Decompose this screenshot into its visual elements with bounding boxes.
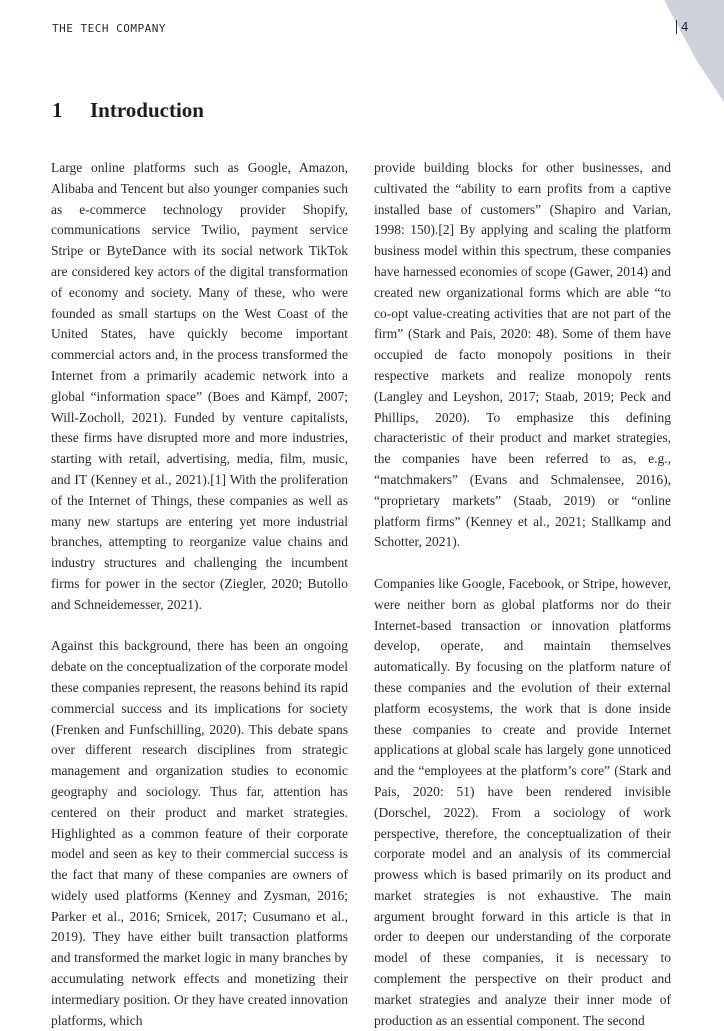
right-column [374, 158, 671, 1031]
section-title: Introduction [90, 98, 204, 122]
section-number: 1 [52, 98, 63, 122]
paragraph: Large online platforms such as Google, Amazon, Alibaba and Tencent but also younger companies such as e-commerce technology provider Shopify, communications service Twilio, payment service Stripe or ByteDance with its social network TikTok are considered key actors of the digital transformation of economy and society. Many of these, who were founded as small startups on the West Coast of the United States, have quickly become important commercial actors and, in the process transformed the Internet from a primarily academic network into a global “information space” (Boes and Kämpf, 2007; Will-Zocholl, 2021). Funded by venture capitalists, these firms have disrupted more and more industries, starting with retail, advertising, media, film, music, and IT (Kenney et al., 2021).[1] With the proliferation of the Internet of Things, these companies as well as many new startups are entering yet more industrial branches, attempting to reorganize value chains and industry structures and challenging the incumbent firms for power in the sector (Ziegler, 2020; Butollo and Schneidemesser, 2021). [51, 160, 348, 612]
left-column [51, 158, 348, 1031]
page-number: 4 [676, 20, 689, 34]
section-heading [52, 98, 204, 123]
paragraph: provide building blocks for other businesses, and cultivated the “ability to earn profits from a captive installed base of customers” (Shapiro and Varian, 1998: 150).[2] By applying and scaling the platform business model within this spectrum, these companies have harnessed economies of scope (Gawer, 2014) and created new organizational forms which are able “to co-opt value-creating activities that are not part of the firm” (Stark and Pais, 2020: 48). Some of them have occupied de facto monopoly positions in their respective markets and realize monopoly rents (Langley and Leyshon, 2017; Staab, 2019; Peck and Phillips, 2020). To emphasize this defining characteristic of their product and market strategies, the companies have been referred to as, e.g., “matchmakers” (Evans and Schmalensee, 2016), “proprietary markets” (Staab, 2019) or “online platform firms” (Kenney et al., 2021; Stallkamp and Schotter, 2021). [374, 160, 671, 550]
running-header: THE TECH COMPANY [52, 22, 166, 35]
paragraph: Against this background, there has been an ongoing debate on the conceptualization of the corporate model these companies represent, the reasons behind its rapid commercial success and its implications for society (Frenken and Funfschilling, 2020). This debate spans over different research disciplines from strategic management and organization studies to economic geography and sociology. Thus far, attention has centered on their product and market strategies. Highlighted as a common feature of their corporate model and seen as key to their commercial success is the fact that many of these companies are owners of widely used platforms (Kenney and Zysman, 2016; Parker et al., 2016; Srnicek, 2017; Cusumano et al., 2019). They have either built transaction platforms and transformed the market logic in many branches by accumulating network effects and monetizing their intermediary position. Or they have created innovation platforms, which [51, 638, 348, 1028]
corner-page-tab [664, 0, 724, 102]
paragraph: Companies like Google, Facebook, or Stripe, however, were neither born as global platforms nor do their Internet-based transaction or innovation platforms develop, operate, and maintain themselves automatically. By focusing on the platform nature of these companies and the evolution of their external platform ecosystems, the work that is done inside these companies to create and provide Internet applications at global scale has largely gone unnoticed and the “employees at the platform’s core” (Stark and Pais, 2020: 51) have been rendered invisible (Dorschel, 2022). From a sociology of work perspective, therefore, the conceptualization of their corporate model and an analysis of its commercial prowess which is based primarily on its product and market strategies is not exhaustive. The main argument brought forward in this article is that in order to deepen our understanding of the corporate model of these companies, it is necessary to complement the perspective on their product and market strategies and analyze their inner mode of production as an essential component. The second [374, 575, 671, 1028]
